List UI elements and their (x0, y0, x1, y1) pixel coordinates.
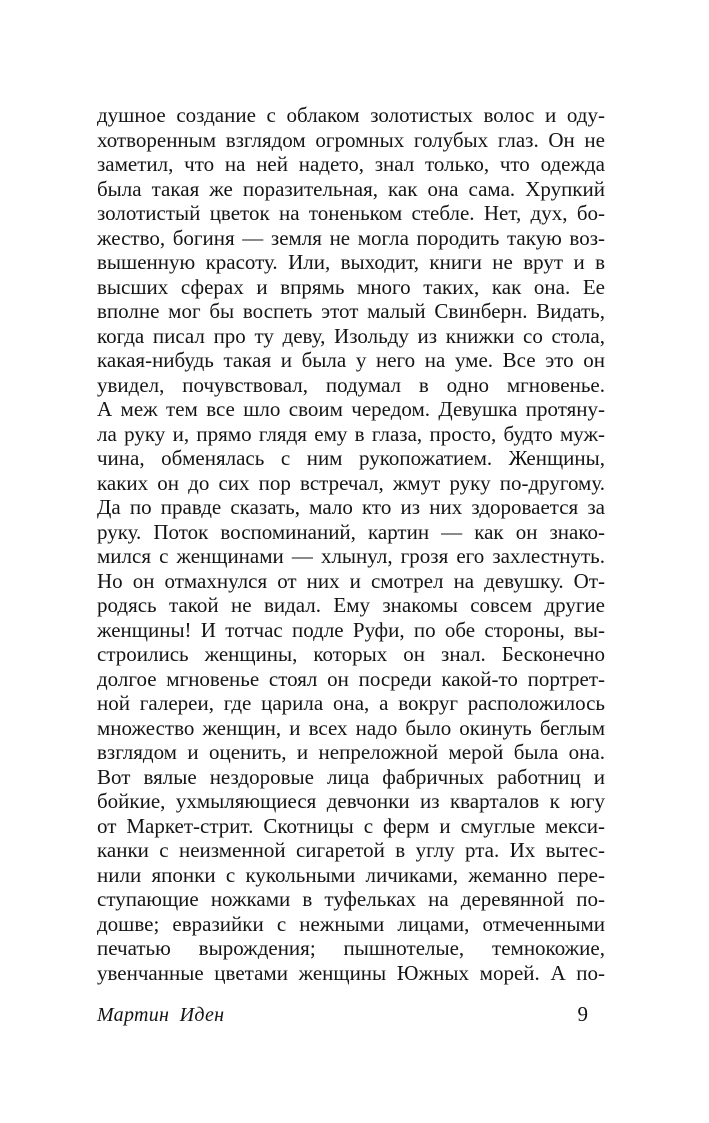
text-line: Но он отмахнулся от них и смотрел на девушку. От- (97, 568, 605, 593)
text-line: хотворенным взглядом огромных голубых глаз. Он не (97, 127, 605, 152)
text-line: вышенную красоту. Или, выходит, книги не врут и в (97, 250, 605, 274)
text-line: когда писал про ту деву, Изольду из книжки со стола, (97, 323, 605, 348)
text-line: нили японки с кукольными личиками, жеманно пере- (97, 862, 605, 887)
text-line: золотистый цветок на тоненьком стебле. Нет, дух, бо- (97, 201, 605, 225)
text-line: строились женщины, которых он знал. Бесконечно (97, 642, 605, 666)
text-line: дошве; евразийки с нежными лицами, отмеченными (97, 911, 605, 936)
text-line: долгое мгновенье стоял он посреди какой-то портрет- (97, 666, 605, 691)
text-line: канки с неизменной сигаретой в углу рта. Их вытес- (97, 838, 605, 862)
text-line: Вот вялые нездоровые лица фабричных работниц и (97, 764, 605, 789)
text-line: чина, обменялась с ним рукопожатием. Женщины, (97, 446, 605, 470)
text-line: была такая же поразительная, как она сама. Хрупкий (97, 176, 605, 201)
text-line: мился с женщинами — хлынул, грозя его захлестнуть. (97, 544, 605, 568)
text-line: ла руку и, прямо глядя ему в глаза, просто, будто муж- (97, 421, 605, 446)
text-line: увенчанные цветами женщины Южных морей. А по- (97, 960, 605, 985)
text-line: А меж тем все шло своим чередом. Девушка протяну- (97, 397, 605, 421)
text-line: заметил, что на ней надето, знал только, что одежда (97, 152, 605, 176)
text-line: ступающие ножками в туфельках на деревянной по- (97, 887, 605, 911)
text-line: увидел, почувствовал, подумал в одно мгновенье. (97, 372, 605, 397)
text-line: высших сферах и впрямь много таких, как она. Ее (97, 274, 605, 299)
text-line: Да по правде сказать, мало кто из них здоровается за (97, 495, 605, 519)
text-line: каких он до сих пор встречал, жмут руку по-другому. (97, 470, 605, 495)
text-line: душное создание с облаком золотистых волос и оду- (97, 103, 605, 127)
text-line: от Маркет-стрит. Скотницы с ферм и смуглые мекси- (97, 813, 605, 838)
page-text-block (97, 103, 605, 985)
text-line: жество, богиня — земля не могла породить такую воз- (97, 225, 605, 250)
text-line: ной галереи, где царила она, а вокруг расположилось (97, 691, 605, 715)
text-line: женщины! И тотчас подле Руфи, по обе стороны, вы- (97, 617, 605, 642)
text-line: взглядом и оценить, и непреложной мерой была она. (97, 740, 605, 764)
text-line: вполне мог бы воспеть этот малый Свинберн. Видать, (97, 299, 605, 323)
text-line: печатью вырождения; пышнотелые, темнокожие, (97, 936, 605, 960)
text-line: бойкие, ухмыляющиеся девчонки из кварталов к югу (97, 789, 605, 813)
text-line: какая-нибудь такая и была у него на уме. Все это он (97, 348, 605, 372)
text-line: родясь такой не видал. Ему знакомы совсем другие (97, 593, 605, 617)
page-number: 9 (577, 1002, 588, 1026)
text-line: руку. Поток воспоминаний, картин — как он знако- (97, 519, 605, 544)
text-line: множество женщин, и всех надо было окинуть беглым (97, 715, 605, 740)
page-footer (97, 1002, 605, 1027)
running-title: Мартин Иден (97, 1004, 225, 1026)
